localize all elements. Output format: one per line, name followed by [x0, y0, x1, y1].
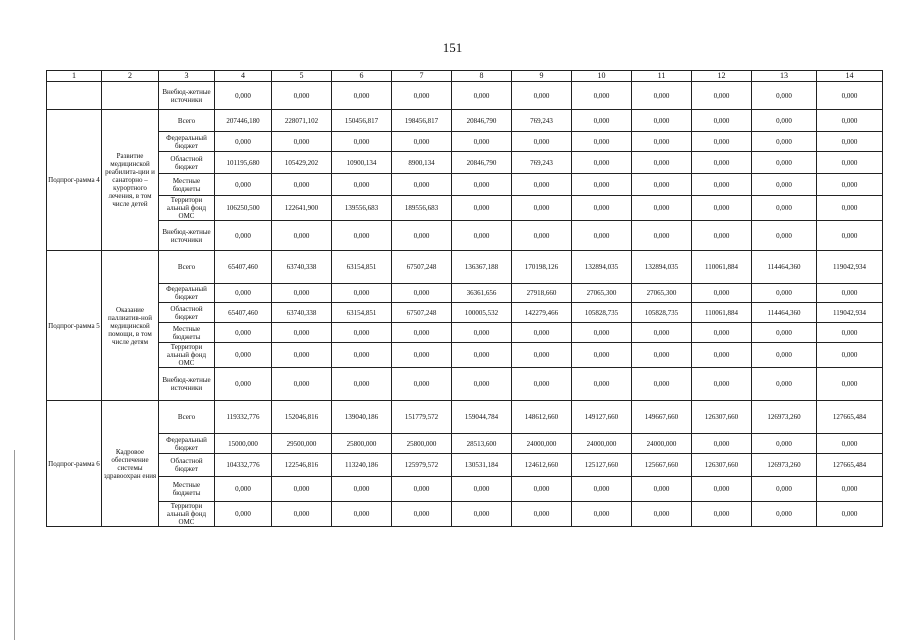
value-cell: 127665,484	[817, 454, 883, 477]
value-cell: 0,000	[215, 343, 272, 368]
value-cell: 65407,460	[215, 303, 272, 323]
value-cell: 0,000	[272, 477, 332, 502]
value-cell: 0,000	[272, 368, 332, 401]
value-cell: 0,000	[817, 196, 883, 221]
value-cell: 0,000	[817, 368, 883, 401]
table-row	[47, 343, 883, 368]
value-cell: 0,000	[632, 477, 692, 502]
value-cell: 0,000	[632, 82, 692, 110]
value-cell: 126307,660	[692, 454, 752, 477]
value-cell: 0,000	[817, 174, 883, 196]
value-cell: 0,000	[332, 343, 392, 368]
value-cell: 152046,816	[272, 401, 332, 434]
value-cell: 0,000	[392, 221, 452, 251]
value-cell: 0,000	[512, 196, 572, 221]
value-cell: 0,000	[392, 82, 452, 110]
value-cell: 0,000	[572, 110, 632, 132]
value-cell: 113240,186	[332, 454, 392, 477]
value-cell: 0,000	[392, 368, 452, 401]
value-cell: 105828,735	[572, 303, 632, 323]
value-cell: 0,000	[392, 343, 452, 368]
value-cell: 189556,683	[392, 196, 452, 221]
value-cell: 0,000	[215, 132, 272, 152]
value-cell: 0,000	[817, 434, 883, 454]
value-cell: 0,000	[752, 132, 817, 152]
value-cell: 0,000	[692, 434, 752, 454]
value-cell: 0,000	[632, 221, 692, 251]
funding-source: Внебюд-жетные источники	[159, 82, 215, 110]
value-cell: 126973,260	[752, 454, 817, 477]
value-cell: 130531,184	[452, 454, 512, 477]
value-cell: 0,000	[572, 502, 632, 527]
funding-source: Всего	[159, 251, 215, 284]
value-cell: 0,000	[752, 152, 817, 174]
value-cell: 0,000	[632, 502, 692, 527]
value-cell: 0,000	[452, 477, 512, 502]
value-cell: 101195,680	[215, 152, 272, 174]
value-cell: 27918,660	[512, 284, 572, 303]
value-cell: 0,000	[692, 368, 752, 401]
value-cell: 0,000	[452, 174, 512, 196]
value-cell: 0,000	[272, 502, 332, 527]
value-cell: 126973,260	[752, 401, 817, 434]
value-cell: 0,000	[272, 284, 332, 303]
value-cell: 0,000	[512, 174, 572, 196]
table-row	[47, 368, 883, 401]
column-number-header: 4	[215, 71, 272, 82]
value-cell: 0,000	[215, 174, 272, 196]
margin-line	[14, 450, 15, 640]
value-cell: 0,000	[512, 323, 572, 343]
column-number-header: 9	[512, 71, 572, 82]
value-cell: 198456,817	[392, 110, 452, 132]
column-number-header: 1	[47, 71, 102, 82]
value-cell: 0,000	[332, 132, 392, 152]
value-cell: 0,000	[752, 323, 817, 343]
value-cell: 125667,660	[632, 454, 692, 477]
value-cell: 110061,884	[692, 251, 752, 284]
value-cell: 132894,035	[632, 251, 692, 284]
value-cell: 20846,790	[452, 110, 512, 132]
value-cell: 0,000	[752, 284, 817, 303]
value-cell: 0,000	[817, 343, 883, 368]
value-cell: 0,000	[512, 477, 572, 502]
value-cell: 0,000	[512, 132, 572, 152]
value-cell: 27065,300	[572, 284, 632, 303]
value-cell: 0,000	[215, 82, 272, 110]
value-cell: 0,000	[752, 82, 817, 110]
table-row	[47, 401, 883, 434]
value-cell: 0,000	[332, 477, 392, 502]
value-cell: 0,000	[452, 82, 512, 110]
value-cell: 0,000	[572, 323, 632, 343]
value-cell: 100005,532	[452, 303, 512, 323]
value-cell: 170198,126	[512, 251, 572, 284]
value-cell: 0,000	[817, 284, 883, 303]
value-cell: 0,000	[392, 174, 452, 196]
value-cell: 0,000	[572, 196, 632, 221]
value-cell: 119042,934	[817, 303, 883, 323]
table-row	[47, 152, 883, 174]
header-row	[47, 71, 883, 82]
value-cell: 0,000	[572, 132, 632, 152]
value-cell: 0,000	[272, 221, 332, 251]
value-cell: 0,000	[632, 152, 692, 174]
funding-source: Областной бюджет	[159, 152, 215, 174]
value-cell: 769,243	[512, 110, 572, 132]
value-cell: 124612,660	[512, 454, 572, 477]
value-cell: 0,000	[215, 502, 272, 527]
value-cell: 0,000	[752, 343, 817, 368]
funding-source: Федеральный бюджет	[159, 132, 215, 152]
value-cell: 0,000	[692, 284, 752, 303]
subprogram-name: Подпрог-рамма 6	[47, 401, 102, 527]
value-cell: 10900,134	[332, 152, 392, 174]
value-cell: 29500,000	[272, 434, 332, 454]
funding-source: Территори альный фонд ОМС	[159, 196, 215, 221]
value-cell: 0,000	[512, 368, 572, 401]
value-cell: 114464,360	[752, 303, 817, 323]
table-row	[47, 434, 883, 454]
value-cell: 0,000	[817, 477, 883, 502]
funding-source: Областной бюджет	[159, 303, 215, 323]
value-cell: 25800,000	[392, 434, 452, 454]
value-cell: 0,000	[632, 368, 692, 401]
value-cell: 150456,817	[332, 110, 392, 132]
value-cell: 0,000	[512, 343, 572, 368]
value-cell: 0,000	[452, 368, 512, 401]
value-cell: 148612,660	[512, 401, 572, 434]
value-cell: 65407,460	[215, 251, 272, 284]
value-cell: 0,000	[817, 132, 883, 152]
table-row	[47, 303, 883, 323]
table-row	[47, 221, 883, 251]
value-cell: 0,000	[692, 152, 752, 174]
value-cell: 0,000	[392, 284, 452, 303]
value-cell: 0,000	[572, 343, 632, 368]
funding-source: Местные бюджеты	[159, 477, 215, 502]
column-number-header: 8	[452, 71, 512, 82]
value-cell: 0,000	[817, 82, 883, 110]
value-cell: 0,000	[632, 196, 692, 221]
subprogram-name: Подпрог-рамма 5	[47, 251, 102, 401]
value-cell: 0,000	[692, 323, 752, 343]
value-cell: 0,000	[452, 221, 512, 251]
value-cell: 136367,188	[452, 251, 512, 284]
value-cell: 0,000	[817, 323, 883, 343]
value-cell: 0,000	[392, 132, 452, 152]
value-cell: 0,000	[452, 323, 512, 343]
value-cell: 159044,784	[452, 401, 512, 434]
value-cell: 0,000	[215, 221, 272, 251]
value-cell: 769,243	[512, 152, 572, 174]
column-number-header: 3	[159, 71, 215, 82]
value-cell: 0,000	[215, 368, 272, 401]
value-cell: 0,000	[572, 221, 632, 251]
value-cell: 0,000	[692, 196, 752, 221]
funding-source: Областной бюджет	[159, 454, 215, 477]
value-cell: 0,000	[632, 174, 692, 196]
funding-source: Всего	[159, 110, 215, 132]
value-cell: 63154,851	[332, 303, 392, 323]
value-cell: 0,000	[632, 343, 692, 368]
funding-source: Территори альный фонд ОМС	[159, 502, 215, 527]
value-cell: 0,000	[215, 284, 272, 303]
value-cell: 119042,934	[817, 251, 883, 284]
empty-cell	[102, 82, 159, 110]
value-cell: 0,000	[817, 221, 883, 251]
funding-source: Территори альный фонд ОМС	[159, 343, 215, 368]
table-row	[47, 196, 883, 221]
value-cell: 119332,776	[215, 401, 272, 434]
value-cell: 0,000	[752, 434, 817, 454]
value-cell: 127665,484	[817, 401, 883, 434]
value-cell: 28513,600	[452, 434, 512, 454]
value-cell: 228071,102	[272, 110, 332, 132]
value-cell: 0,000	[332, 284, 392, 303]
table-row	[47, 82, 883, 110]
value-cell: 0,000	[692, 174, 752, 196]
subprogram-description: Кадровое обеспечение системы здравоохран ения	[102, 401, 159, 527]
table-row	[47, 454, 883, 477]
value-cell: 0,000	[332, 82, 392, 110]
column-number-header: 5	[272, 71, 332, 82]
table-body	[47, 82, 883, 527]
value-cell: 125979,572	[392, 454, 452, 477]
value-cell: 15000,000	[215, 434, 272, 454]
column-number-header: 2	[102, 71, 159, 82]
table-row	[47, 477, 883, 502]
value-cell: 151779,572	[392, 401, 452, 434]
value-cell: 0,000	[752, 502, 817, 527]
table-row	[47, 110, 883, 132]
funding-source: Всего	[159, 401, 215, 434]
value-cell: 0,000	[272, 174, 332, 196]
value-cell: 24000,000	[572, 434, 632, 454]
table-row	[47, 323, 883, 343]
value-cell: 0,000	[272, 343, 332, 368]
value-cell: 105429,202	[272, 152, 332, 174]
table-header	[47, 71, 883, 82]
value-cell: 149667,660	[632, 401, 692, 434]
value-cell: 0,000	[692, 477, 752, 502]
column-number-header: 7	[392, 71, 452, 82]
value-cell: 207446,180	[215, 110, 272, 132]
funding-source: Федеральный бюджет	[159, 284, 215, 303]
value-cell: 67507,248	[392, 303, 452, 323]
value-cell: 0,000	[692, 110, 752, 132]
value-cell: 63740,338	[272, 251, 332, 284]
value-cell: 0,000	[332, 174, 392, 196]
value-cell: 125127,660	[572, 454, 632, 477]
value-cell: 0,000	[572, 82, 632, 110]
value-cell: 0,000	[572, 174, 632, 196]
value-cell: 0,000	[215, 477, 272, 502]
value-cell: 0,000	[452, 343, 512, 368]
value-cell: 105828,735	[632, 303, 692, 323]
empty-cell	[47, 82, 102, 110]
value-cell: 0,000	[817, 502, 883, 527]
value-cell: 139556,683	[332, 196, 392, 221]
value-cell: 0,000	[692, 502, 752, 527]
value-cell: 27065,300	[632, 284, 692, 303]
subprogram-name: Подпрог-рамма 4	[47, 110, 102, 251]
value-cell: 0,000	[692, 343, 752, 368]
value-cell: 139040,186	[332, 401, 392, 434]
value-cell: 110061,884	[692, 303, 752, 323]
value-cell: 0,000	[215, 323, 272, 343]
value-cell: 0,000	[332, 221, 392, 251]
value-cell: 0,000	[512, 82, 572, 110]
value-cell: 24000,000	[512, 434, 572, 454]
value-cell: 0,000	[752, 221, 817, 251]
value-cell: 0,000	[272, 82, 332, 110]
value-cell: 0,000	[392, 477, 452, 502]
column-number-header: 11	[632, 71, 692, 82]
value-cell: 63740,338	[272, 303, 332, 323]
value-cell: 104332,776	[215, 454, 272, 477]
value-cell: 0,000	[452, 502, 512, 527]
value-cell: 0,000	[272, 132, 332, 152]
value-cell: 8900,134	[392, 152, 452, 174]
funding-source: Местные бюджеты	[159, 174, 215, 196]
value-cell: 0,000	[452, 132, 512, 152]
value-cell: 0,000	[392, 323, 452, 343]
value-cell: 122546,816	[272, 454, 332, 477]
table-row	[47, 284, 883, 303]
value-cell: 0,000	[572, 477, 632, 502]
table-row	[47, 251, 883, 284]
value-cell: 0,000	[752, 368, 817, 401]
funding-source: Местные бюджеты	[159, 323, 215, 343]
value-cell: 0,000	[817, 110, 883, 132]
column-number-header: 10	[572, 71, 632, 82]
value-cell: 0,000	[752, 196, 817, 221]
value-cell: 0,000	[632, 323, 692, 343]
table-row	[47, 132, 883, 152]
value-cell: 0,000	[272, 323, 332, 343]
value-cell: 114464,360	[752, 251, 817, 284]
value-cell: 0,000	[512, 502, 572, 527]
value-cell: 0,000	[692, 132, 752, 152]
value-cell: 63154,851	[332, 251, 392, 284]
value-cell: 0,000	[752, 110, 817, 132]
value-cell: 0,000	[692, 221, 752, 251]
value-cell: 0,000	[752, 174, 817, 196]
value-cell: 0,000	[572, 152, 632, 174]
value-cell: 0,000	[332, 368, 392, 401]
value-cell: 132894,035	[572, 251, 632, 284]
value-cell: 126307,660	[692, 401, 752, 434]
page-number: 151	[442, 40, 463, 55]
value-cell: 122641,900	[272, 196, 332, 221]
value-cell: 0,000	[332, 502, 392, 527]
table-row	[47, 502, 883, 527]
value-cell: 0,000	[632, 132, 692, 152]
column-number-header: 12	[692, 71, 752, 82]
value-cell: 0,000	[817, 152, 883, 174]
value-cell: 0,000	[512, 221, 572, 251]
value-cell: 25800,000	[332, 434, 392, 454]
value-cell: 0,000	[392, 502, 452, 527]
value-cell: 0,000	[632, 110, 692, 132]
value-cell: 0,000	[332, 323, 392, 343]
subprogram-description: Оказание паллиатив-ной медицинской помощи, в том числе детям	[102, 251, 159, 401]
value-cell: 20846,790	[452, 152, 512, 174]
value-cell: 142279,466	[512, 303, 572, 323]
column-number-header: 6	[332, 71, 392, 82]
value-cell: 36361,656	[452, 284, 512, 303]
value-cell: 149127,660	[572, 401, 632, 434]
funding-source: Внебюд-жетные источники	[159, 221, 215, 251]
value-cell: 0,000	[752, 477, 817, 502]
value-cell: 0,000	[692, 82, 752, 110]
value-cell: 24000,000	[632, 434, 692, 454]
subprogram-description: Развитие медицинской реабилита-ции и санаторно – курортного лечения, в том числе детей	[102, 110, 159, 251]
funding-source: Федеральный бюджет	[159, 434, 215, 454]
value-cell: 67507,248	[392, 251, 452, 284]
column-number-header: 14	[817, 71, 883, 82]
value-cell: 0,000	[572, 368, 632, 401]
budget-table	[46, 70, 883, 527]
table-row	[47, 174, 883, 196]
value-cell: 106250,500	[215, 196, 272, 221]
value-cell: 0,000	[452, 196, 512, 221]
funding-source: Внебюд-жетные источники	[159, 368, 215, 401]
column-number-header: 13	[752, 71, 817, 82]
